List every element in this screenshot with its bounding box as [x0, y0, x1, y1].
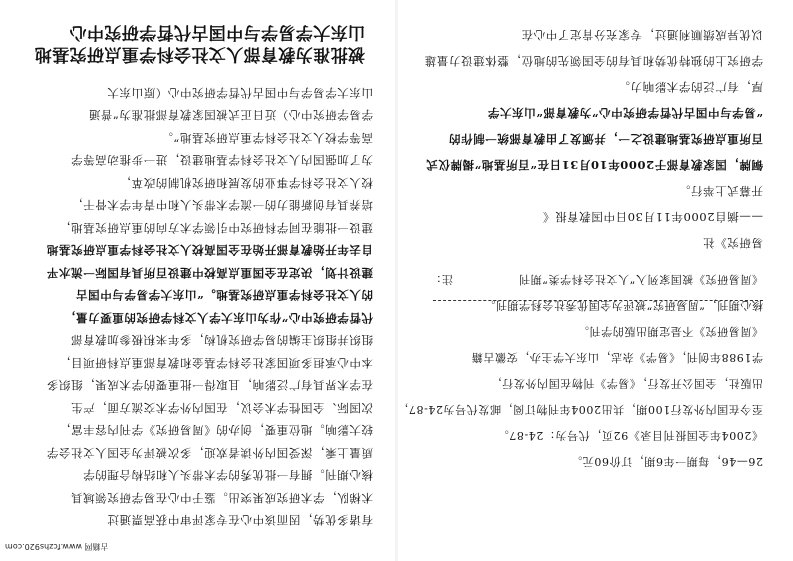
text-line: 核心期刊。拥有一批优秀的学术带头人和结构合理的学: [82, 468, 373, 483]
text-line: 铜牌，国家教育部于2000年10月31日在“百所基地”揭牌仪式: [425, 158, 763, 172]
text-line: 学研究上的独特优势和具有的全国领先的地位，整体建设力量雄: [424, 54, 763, 68]
text-line: 在学术界具有广泛影响，且取得一批重要的学术成果，组织多: [46, 378, 373, 393]
footnote-label: 注：: [429, 273, 453, 286]
text-line: 代哲学研究中心”作为山东大学人文科学研究的重要力量，: [63, 311, 373, 325]
text-line: 百所重点研究基地建设之一，并颁发了由教育部统一制作的: [448, 132, 763, 146]
text-line: 《周易研究》不是定期出版的学刊。: [577, 325, 763, 338]
text-line: 出版社，全国公开发行，《易学》刊物在国内外发行，: [490, 377, 763, 390]
text-line: ——摘自2000年11月30日中国教育报《: [542, 210, 763, 224]
text-line: 次国际、全国性学术会议，在国内外学术交流方面，产生: [70, 401, 373, 415]
text-line: 山东大学易学与中国古代哲学研究中心（原山东大: [106, 86, 373, 100]
text-line: 至今在国内外发行100期，共出2004年刊物订阅，邮发代号为24-87，: [396, 403, 763, 416]
text-line: 开幕式上举行。: [678, 184, 763, 198]
text-line: 校人文社会科学事业的发展和研究机制的改革，: [118, 176, 373, 190]
text-line: 培养具有创新能力的一流学术带头人和中青年学术骨干，: [70, 198, 373, 213]
text-line: 的人文社会科学重点研究基地。“山东大学易学与中国古: [75, 288, 373, 303]
text-line: 质量上乘，深受国内外读者欢迎，多次被评为全国人文社会学: [46, 446, 373, 460]
text-line: 自去年开始教育部开始在全国高校人文社会科学重点研究基地: [46, 243, 373, 258]
text-line: 学易学研究中心）近日正式被国家教育部批准为“普通: [88, 108, 373, 123]
text-line: 建设一批能在同学科研究中引领学术方向的重点研究基地，: [58, 221, 373, 235]
article-title-line-1: 山东大学易学与中国古代哲学研究中心: [69, 22, 365, 42]
article-title-line-2: 被批准为教育部人文社会科学重点研究基地: [34, 44, 365, 64]
text-line: 学1988年创刊，《易学》杂志，山东大学主办，安徽古籍: [471, 351, 763, 364]
text-line: 本中心承担多项国家社会科学基金和教育部重点科研项目，: [58, 356, 373, 370]
text-line: 组织并组织主编的易学研究机构，多年来积极参加教育部: [70, 333, 373, 348]
text-line: 较大影响。地位重要，创办的《周易研究》学刊内容丰富，: [58, 423, 373, 438]
left-page: [398, 0, 793, 561]
text-line: 术梯队，学术研究成果突出。鉴于中心在易学研究领域具: [70, 491, 373, 505]
text-line: 《2004年全国报刊目录》92页，代号为：24-87。: [497, 429, 763, 442]
text-line: 以优异成绩顺利通过，专家充分肯定了中心在: [521, 28, 763, 42]
text-line: “易学与中国古代哲学研究中心”为教育部“山东大学: [487, 106, 763, 120]
site-watermark: 古籍网 www.fczhs920.com: [5, 542, 109, 551]
text-line: 易研究》社: [702, 236, 763, 250]
text-line: 有诸多优势，因而该中心在专家评审中获高票通过: [106, 513, 373, 528]
text-line: 26—46，每期一年6期，订价60元。: [570, 455, 763, 468]
text-line: 建设计划，决定在全国重点高校中建设百所具有国际一流水平: [46, 266, 373, 280]
text-line: 厚，有广泛的学术影响力。: [617, 80, 763, 94]
text-line: 核心期刊，“周易研究”被评为全国优秀社会科学期刊。: [483, 299, 763, 312]
right-page: [0, 0, 395, 561]
text-line: 为了加强国内人文社会科学基地建设，进一步推动高等学: [70, 153, 373, 168]
text-line: 高等学校人文社会科学重点研究基地”。: [160, 131, 373, 145]
text-line: 《周易研究》被国家列入“人文社会科学类”期刊: [518, 273, 763, 286]
